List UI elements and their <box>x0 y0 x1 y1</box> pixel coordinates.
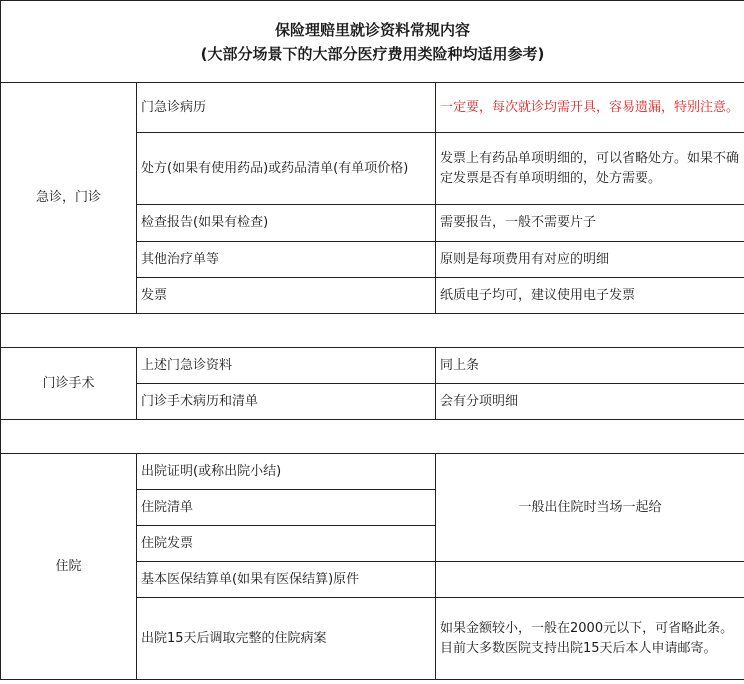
item-cell: 其他治疗单等 <box>137 242 436 278</box>
item-cell: 住院发票 <box>137 526 436 562</box>
category-inpatient: 住院 <box>1 454 137 680</box>
title-line-1: 保险理赔里就诊资料常规内容 <box>275 20 471 39</box>
item-cell: 检查报告(如果有检查) <box>137 205 436 242</box>
category-surgery: 门诊手术 <box>1 348 137 420</box>
table-row <box>1 454 744 490</box>
item-cell: 门急诊病历 <box>137 83 436 133</box>
spacer-row <box>1 420 744 454</box>
merged-note-cell: 一般出住院时当场一起给 <box>436 454 744 562</box>
note-cell: 发票上有药品单项明细的，可以省略处方。如果不确定发票是否有单项明细的，处方需要。 <box>436 133 744 205</box>
item-cell: 住院清单 <box>137 490 436 526</box>
table-row <box>1 348 744 384</box>
spacer-cell <box>1 314 744 348</box>
item-cell: 上述门急诊资料 <box>137 348 436 384</box>
spacer-cell <box>1 420 744 454</box>
title-row <box>1 1 744 83</box>
note-cell: 一定要，每次就诊均需开具，容易遗漏，特别注意。 <box>436 83 744 133</box>
item-cell: 门诊手术病历和清单 <box>137 384 436 420</box>
note-cell: 原则是每项费用有对应的明细 <box>436 242 744 278</box>
table-title <box>1 1 744 83</box>
item-cell: 处方(如果有使用药品)或药品清单(有单项价格) <box>137 133 436 205</box>
table-row <box>1 83 744 133</box>
note-cell: 同上条 <box>436 348 744 384</box>
item-cell: 基本医保结算单(如果有医保结算)原件 <box>137 562 436 598</box>
item-cell: 出院15天后调取完整的住院病案 <box>137 598 436 680</box>
note-cell: 纸质电子均可，建议使用电子发票 <box>436 278 744 314</box>
note-cell: 需要报告，一般不需要片子 <box>436 205 744 242</box>
note-cell: 会有分项明细 <box>436 384 744 420</box>
note-cell <box>436 562 744 598</box>
category-emergency: 急诊，门诊 <box>1 83 137 314</box>
note-cell: 如果金额较小，一般在2000元以下，可省略此条。目前大多数医院支持出院15天后本人申请邮寄。 <box>436 598 744 680</box>
item-cell: 出院证明(或称出院小结) <box>137 454 436 490</box>
item-cell: 发票 <box>137 278 436 314</box>
spacer-row <box>1 314 744 348</box>
title-line-2: (大部分场景下的大部分医疗费用类险种均适用参考) <box>200 44 545 63</box>
